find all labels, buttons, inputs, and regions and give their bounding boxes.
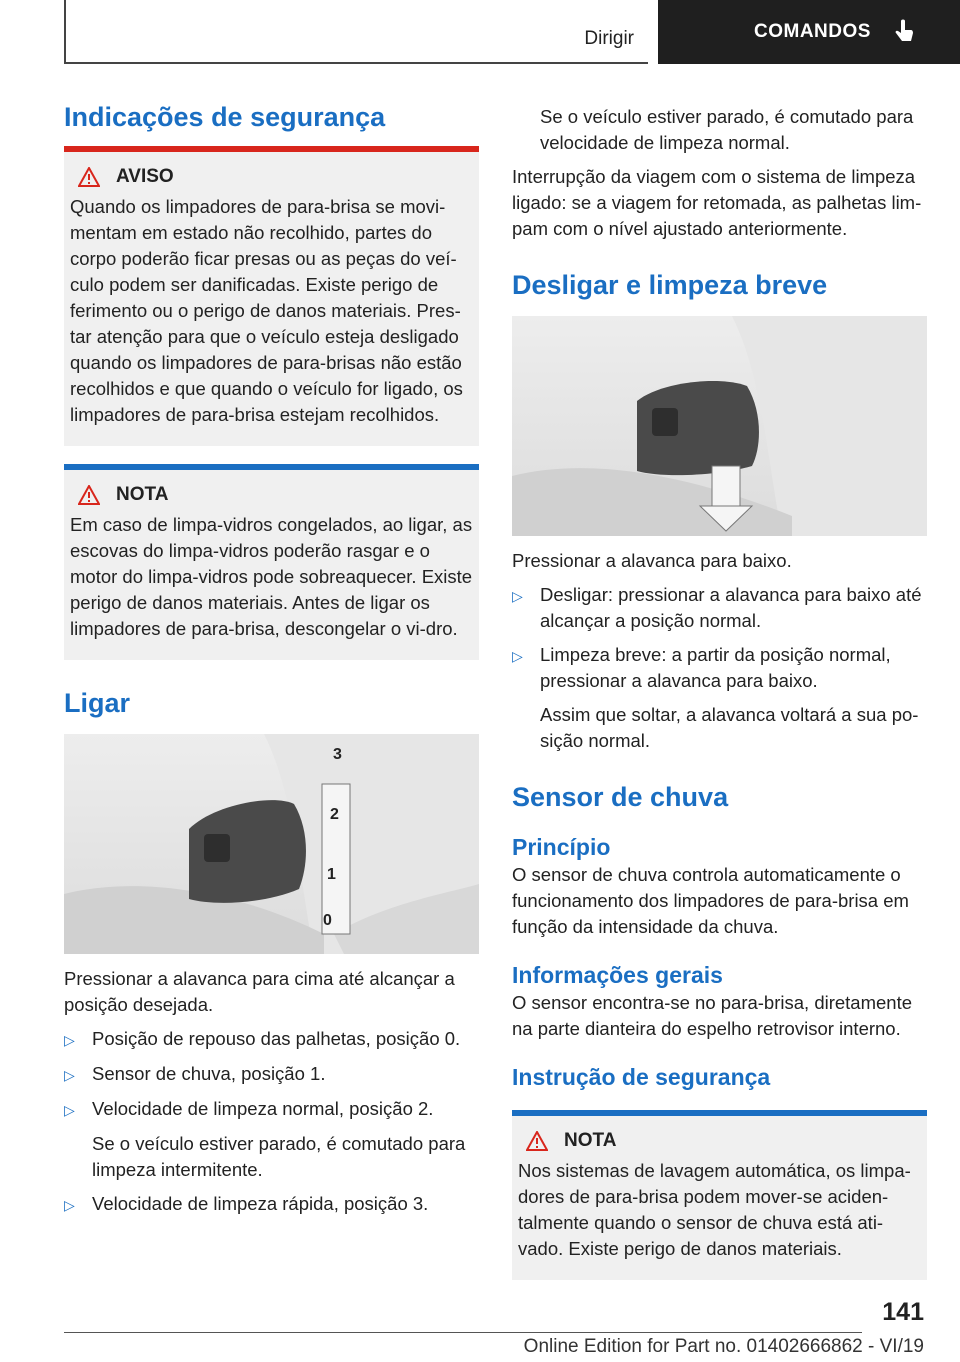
note-title-text: NOTA bbox=[116, 484, 169, 505]
heading-safety-instruction: Instrução de segurança bbox=[512, 1064, 771, 1090]
heading-general-info: Informações gerais bbox=[512, 962, 723, 988]
page-number: 141 bbox=[882, 1298, 924, 1326]
heading-rain-sensor: Sensor de chuva bbox=[512, 782, 729, 812]
position-label-2: 2 bbox=[330, 806, 339, 823]
continued-note: Se o veículo estiver parado, é comutado para velocidade de limpeza normal. bbox=[540, 106, 914, 153]
bullet-triangle-icon: ▷ bbox=[512, 648, 523, 664]
heading-on: Ligar bbox=[64, 688, 131, 718]
list-item: ▷ Desligar: pressionar a alavanca para baixo até alcançar a posição normal. bbox=[512, 582, 927, 634]
list-item: ▷ Posição de repouso das palhetas, posição 0. bbox=[64, 1026, 479, 1053]
intro-text: Pressionar a alavanca para cima até alcançar a posição desejada. bbox=[64, 968, 455, 1015]
header-tab bbox=[658, 0, 960, 64]
edition-text: Online Edition for Part no. 01402666862 - VI/19 bbox=[523, 1336, 924, 1357]
list-item: ▷ Velocidade de limpeza rápida, posição 3. bbox=[64, 1191, 479, 1218]
bullet-triangle-icon: ▷ bbox=[64, 1197, 75, 1213]
rain-note-title bbox=[526, 1130, 921, 1152]
bullet-triangle-icon: ▷ bbox=[64, 1032, 75, 1048]
list-item: ▷ Sensor de chuva, posição 1. bbox=[64, 1061, 479, 1088]
press-down-text: Pressionar a alavanca para baixo. bbox=[512, 550, 792, 571]
general-text: O sensor encontra-se no para-brisa, diretamente na parte dianteira do espelho retrovisor interno. bbox=[512, 992, 913, 1039]
warning-triangle-icon bbox=[78, 167, 100, 187]
list-item: ▷ Limpeza breve: a partir da posição normal, pressionar a alavanca para baixo. bbox=[512, 642, 927, 694]
pointing-hand-icon bbox=[893, 19, 915, 45]
note-box bbox=[64, 464, 479, 660]
lever-illustration bbox=[512, 316, 927, 536]
warning-box bbox=[64, 146, 479, 446]
warning-title bbox=[78, 166, 473, 188]
warning-triangle-icon bbox=[78, 485, 100, 505]
note-text: Em caso de limpa-vidros congelados, ao ligar, as escovas do limpa-vidros poderão rasgar e o motor do limpa-vidros pode sobreaquecer. Existe perigo de danos materiais. Antes de ligar os limpadores de para-brisa, descongelar o vi-dro. bbox=[70, 514, 473, 639]
rain-note-box bbox=[512, 1110, 927, 1280]
heading-principle: Princípio bbox=[512, 834, 611, 860]
footer-rule bbox=[64, 1332, 862, 1333]
warning-text: Quando os limpadores de para-brisa se movi-mentam em estado não recolhido, partes do corpo poderão ficar presas ou as peças do veí-culo podem ser danificadas. Existe perigo de ferimento ou o perigo de danos materiais. Pres-tar atenção para que o veículo esteja desligado quando os limpadores de para-brisas não estão recolhidos e que quando o veículo for ligado, os limpadores de para-brisa estejam recolhidos. bbox=[70, 196, 463, 425]
release-note: Assim que soltar, a alavanca voltará a sua po-sição normal. bbox=[540, 704, 919, 751]
position-label-0: 0 bbox=[323, 912, 332, 929]
position-label-1: 1 bbox=[327, 866, 336, 883]
warning-triangle-icon bbox=[526, 1131, 548, 1151]
right-column bbox=[512, 100, 927, 1280]
header-rule-bottom bbox=[64, 62, 648, 64]
left-column bbox=[64, 100, 479, 1218]
header-section: Dirigir bbox=[584, 28, 634, 49]
header-tab-label: COMANDOS bbox=[754, 21, 871, 42]
lever-illustration bbox=[64, 734, 479, 954]
bullet-triangle-icon: ▷ bbox=[512, 588, 523, 604]
list-item: ▷ Velocidade de limpeza normal, posição 2. bbox=[64, 1096, 479, 1123]
wiper-lever-figure-up bbox=[64, 734, 479, 954]
wiper-lever-figure-down bbox=[512, 316, 927, 536]
position-label-3: 3 bbox=[333, 746, 342, 763]
warning-title-text: AVISO bbox=[116, 166, 174, 187]
interrupt-text: Interrupção da viagem com o sistema de limpeza ligado: se a viagem for retomada, as palhetas lim-pam com o nível ajustado anteriormente. bbox=[512, 166, 922, 239]
bullet-note: Se o veículo estiver parado, é comutado para limpeza intermitente. bbox=[92, 1133, 466, 1180]
principle-text: O sensor de chuva controla automaticamente o funcionamento dos limpadores de para-brisa em função da intensidade da chuva. bbox=[512, 864, 909, 937]
heading-off: Desligar e limpeza breve bbox=[512, 270, 828, 300]
bullet-triangle-icon: ▷ bbox=[64, 1102, 75, 1118]
bullet-triangle-icon: ▷ bbox=[64, 1067, 75, 1083]
rain-note-text: Nos sistemas de lavagem automática, os limpa-dores de para-brisa podem mover-se aciden-talmente quando o sensor de chuva está ati-vado. Existe perigo de danos materiais. bbox=[518, 1160, 911, 1259]
note-title bbox=[78, 484, 473, 506]
heading-safety: Indicações de segurança bbox=[64, 102, 386, 132]
header-rule-left bbox=[64, 0, 66, 64]
rain-note-title-text: NOTA bbox=[564, 1130, 617, 1151]
